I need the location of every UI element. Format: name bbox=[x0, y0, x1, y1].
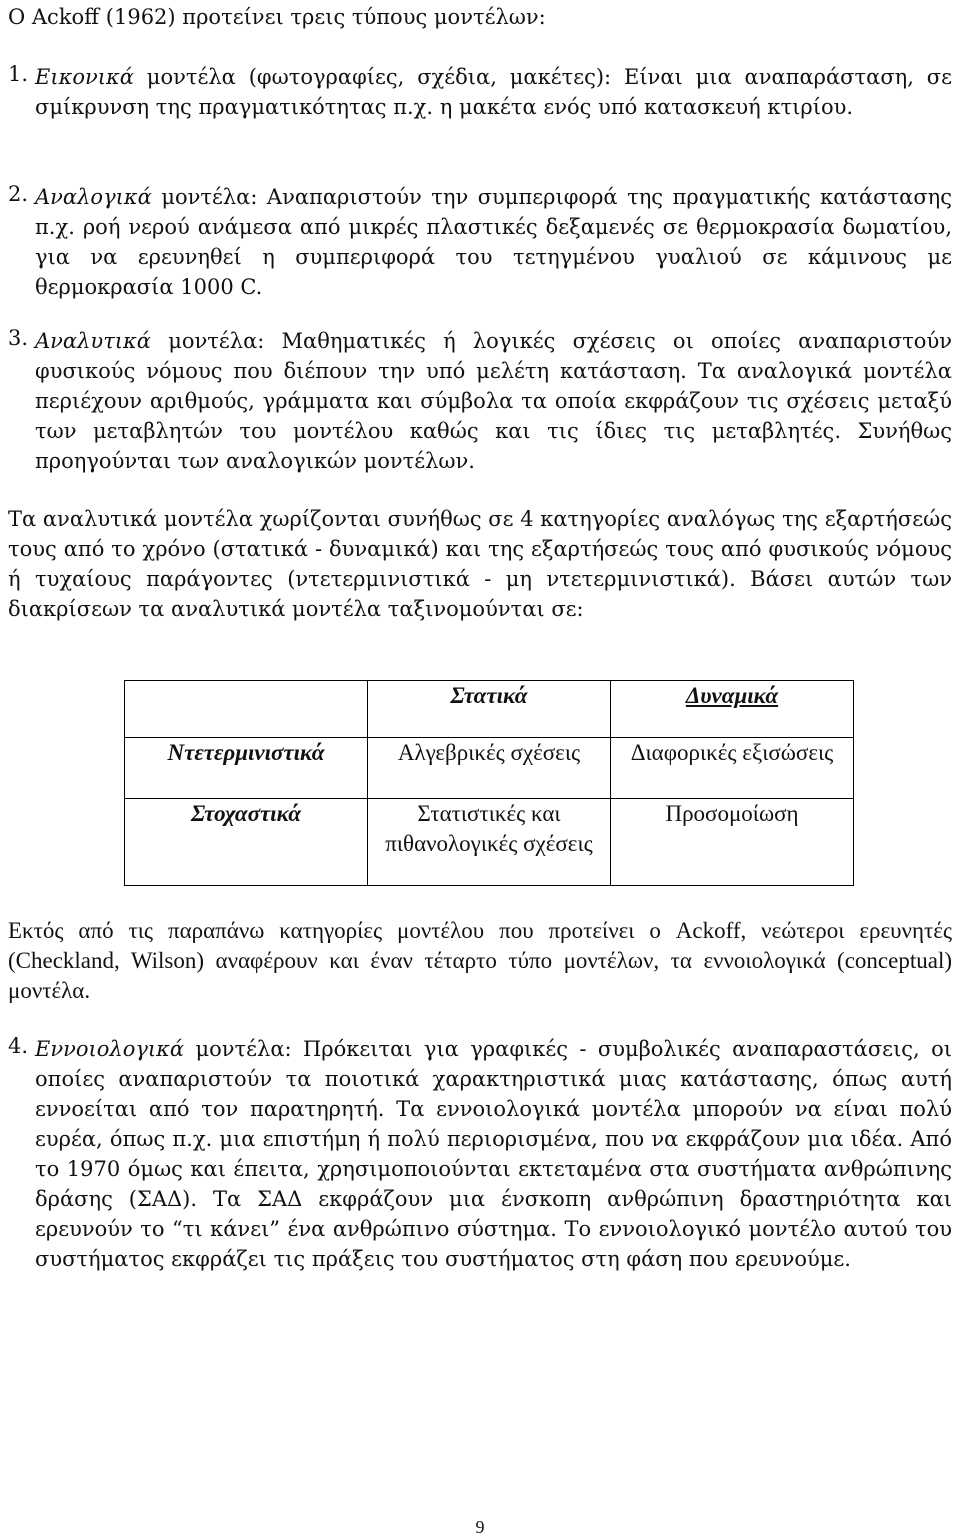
model-type-2 bbox=[8, 182, 952, 302]
col-header-dynamic-text: Δυναμικά bbox=[685, 683, 779, 708]
model-classification-table bbox=[124, 680, 854, 886]
model-type-1 bbox=[8, 62, 952, 122]
item-text bbox=[8, 62, 952, 122]
item-text bbox=[8, 1034, 952, 1274]
item-term: Αναλογικά bbox=[35, 185, 152, 209]
conceptual-intro-paragraph: Εκτός από τις παραπάνω κατηγορίες μοντέλου που προτείνει ο Ackoff, νεώτεροι ερευνητές (Checkland, Wilson) αναφέρουν και έναν τέταρτο τύπο μοντέλων, τα εννοιολογικά (conceptual) μοντέλα. bbox=[8, 918, 952, 1003]
item-term: Εννοιολογικά bbox=[35, 1037, 185, 1061]
table-header-row bbox=[125, 681, 854, 738]
classification-paragraph: Τα αναλυτικά μοντέλα χωρίζονται συνήθως σε 4 κατηγορίες αναλόγως της εξαρτήσεώς τους από το χρόνο (στατικά - δυναμικά) και της εξαρτήσεώς τους από φυσικούς νόμους ή τυχαίους παράγοντες (ντετερμινιστικά - μη ντετερμινιστικά). Βάσει αυτών των διακρίσεων τα αναλυτικά μοντέλα ταξινομούνται σε: bbox=[8, 507, 952, 621]
col-header-dynamic bbox=[611, 681, 854, 738]
item-number: 1. bbox=[8, 62, 29, 86]
item-number: 2. bbox=[8, 182, 29, 206]
table-corner-cell bbox=[125, 681, 368, 738]
table-cell: Προσομοίωση bbox=[611, 799, 854, 886]
item-body: μοντέλα: Αναπαριστούν την συμπεριφορά της πραγματικής κατάστασης π.χ. ροή νερού ανάμεσα από μικρές πλαστικές δεξαμενές σε θερμοκρασία δωματίου, για να ερευνηθεί η συμπεριφορά του τετηγμένου γυαλιού σε κάμινους με θερμοκρασία 1000 C. bbox=[35, 185, 952, 299]
item-term: Εικονικά bbox=[35, 65, 134, 89]
table-cell: Στατιστικές και πιθανολογικές σχέσεις bbox=[368, 799, 611, 886]
item-body: μοντέλα: Μαθηματικές ή λογικές σχέσεις οι οποίες αναπαριστούν φυσικούς νόμους που διέπουν την υπό μελέτη κατάσταση. Τα αναλογικά μοντέλα περιέχουν αριθμούς, γράμματα και σύμβολα τα οποία εκφράζουν τις σχέσεις μεταξύ των μεταβλητών του μοντέλου καθώς και τις ίδιες τις μεταβλητές. Συνήθως προηγούνται των αναλογικών μοντέλων. bbox=[35, 329, 952, 473]
item-body: μοντέλα: Πρόκειται για γραφικές - συμβολικές αναπαραστάσεις, οι οποίες αναπαριστούν τα ποιοτικά χαρακτηριστικά μιας κατάστασης, όπως αυτή εννοείται από τον παρατηρητή. Τα εννοιολογικά μοντέλα μπορούν να είναι πολύ ευρέα, όπως π.χ. μια επιστήμη ή πολύ περιορισμένα, που να εκφράζουν μια ιδέα. Από το 1970 όμως και έπειτα, χρησιμοποιούνται εκτεταμένα στα συστήματα ανθρώπινης δράσης (ΣΑΔ). Τα ΣΑΔ εκφράζουν μια ένσκοπη ανθρώπινη δραστηριότητα και ερευνούν το “τι κάνει” ένα ανθρώπινο σύστημα. Το εννοιολογικό μοντέλο αυτού του συστήματος εκφράζει τις πράξεις του συστήματος στη φάση που ερευνούμε. bbox=[35, 1037, 952, 1271]
item-text bbox=[8, 182, 952, 302]
item-text bbox=[8, 326, 952, 476]
table-cell: Αλγεβρικές σχέσεις bbox=[368, 738, 611, 799]
item-number: 3. bbox=[8, 326, 29, 350]
model-type-4 bbox=[8, 1034, 952, 1274]
table-row bbox=[125, 738, 854, 799]
item-body: μοντέλα (φωτογραφίες, σχέδια, μακέτες): Είναι μια αναπαράσταση, σε σμίκρυνση της πραγματικότητας π.χ. η μακέτα ενός υπό κατασκευή κτιρίου. bbox=[35, 65, 952, 119]
row-header-stochastic: Στοχαστικά bbox=[125, 799, 368, 886]
item-number: 4. bbox=[8, 1034, 29, 1058]
model-type-3 bbox=[8, 326, 952, 476]
intro-line: Ο Ackoff (1962) προτείνει τρεις τύπους μοντέλων: bbox=[8, 5, 546, 29]
item-term: Αναλυτικά bbox=[35, 329, 151, 353]
table-cell: Διαφορικές εξισώσεις bbox=[611, 738, 854, 799]
page-number: 9 bbox=[475, 1517, 485, 1537]
row-header-deterministic: Ντετερμινιστικά bbox=[125, 738, 368, 799]
table-row bbox=[125, 799, 854, 886]
col-header-static: Στατικά bbox=[368, 681, 611, 738]
